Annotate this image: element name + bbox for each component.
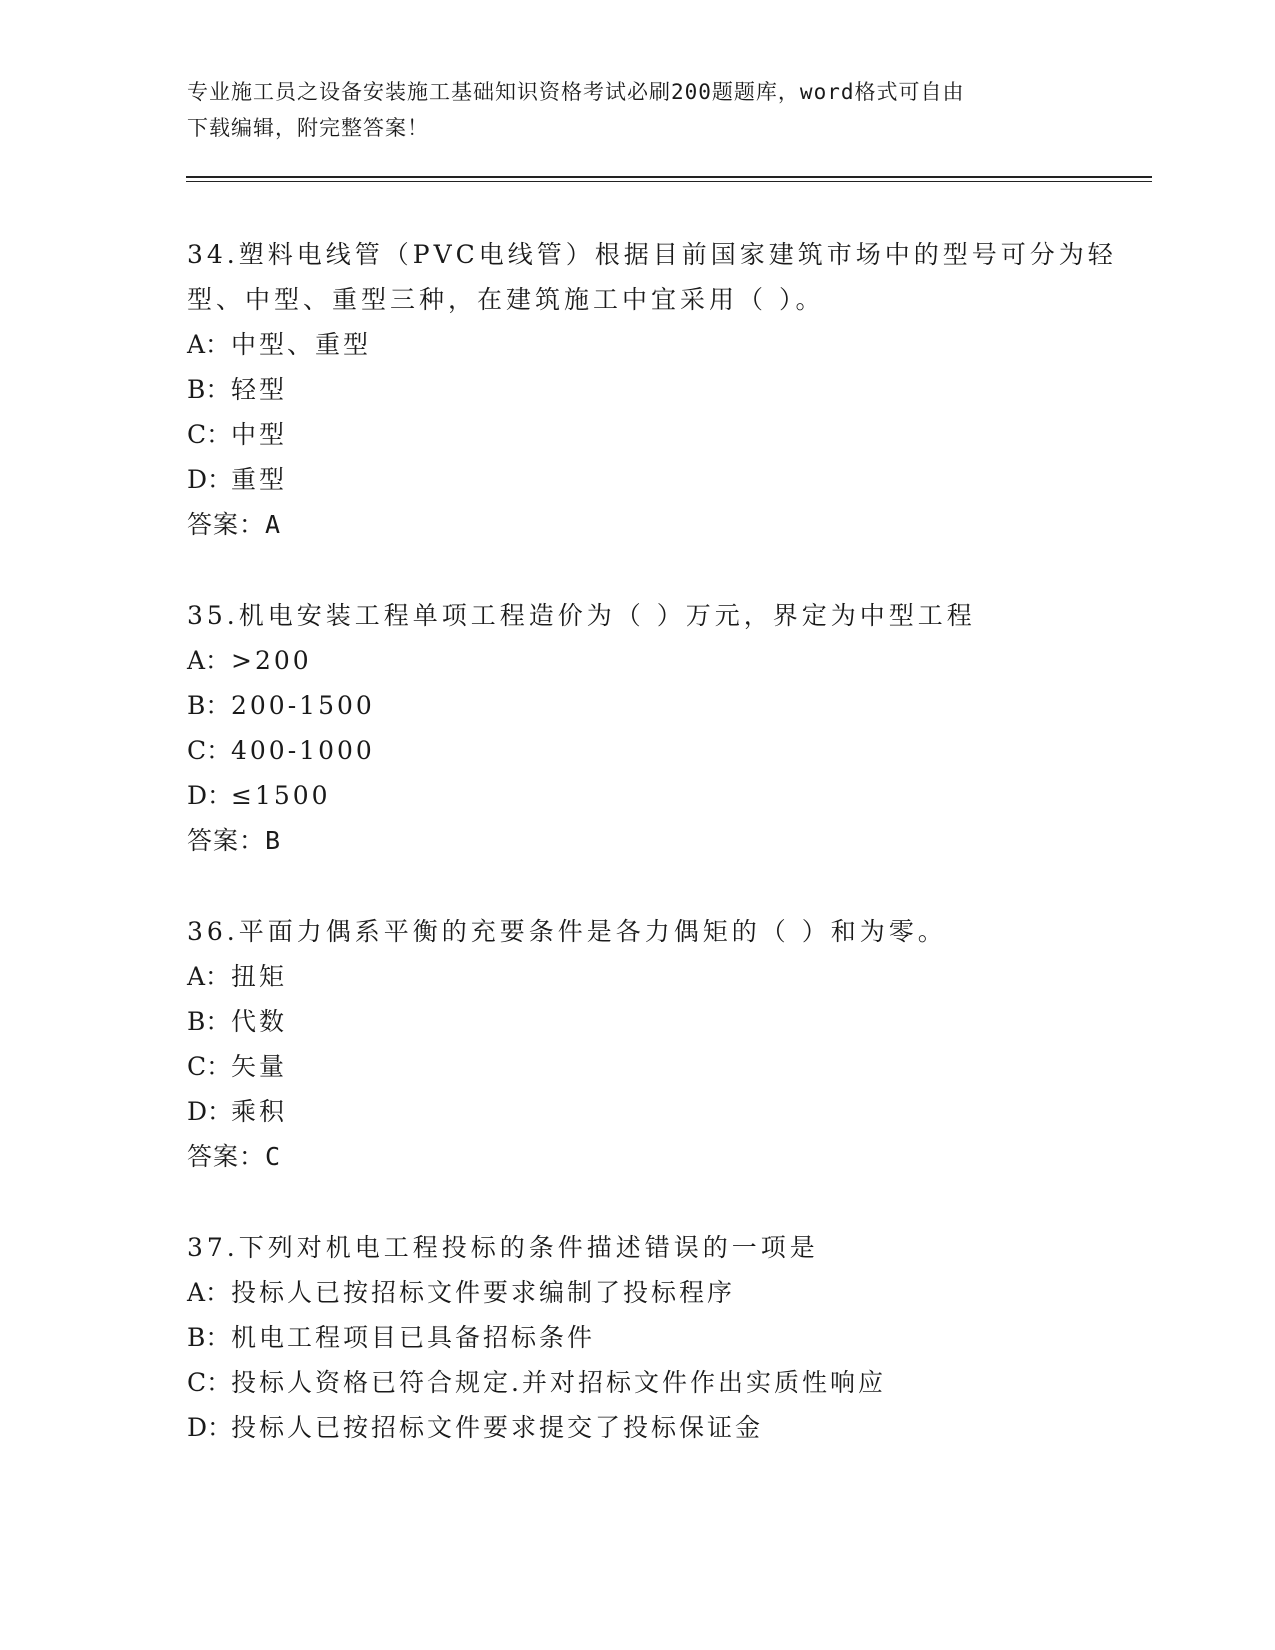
- option-a: [187, 954, 1147, 999]
- option-d: [187, 1089, 1147, 1134]
- intro-line-1: 专业施工员之设备安装施工基础知识资格考试必刷200题题库，word格式可自由: [187, 80, 965, 104]
- option-a: [187, 638, 1147, 683]
- option-key: D：: [187, 1413, 233, 1442]
- option-text: 投标人资格已符合规定.并对招标文件作出实质性响应: [231, 1368, 886, 1397]
- question-stem: 34.塑料电线管（PVC电线管）根据目前国家建筑市场中的型号可分为轻型、中型、重型三种，在建筑施工中宜采用（ ）。: [187, 240, 1117, 314]
- answer-line: 答案：C: [187, 1142, 282, 1171]
- option-text: 机电工程项目已具备招标条件: [231, 1323, 596, 1352]
- option-text: 代数: [231, 1007, 288, 1036]
- option-b: [187, 1315, 1147, 1360]
- option-b: [187, 683, 1147, 728]
- question-37: [187, 1225, 1147, 1450]
- option-key: B：: [187, 375, 231, 404]
- option-key: C：: [187, 420, 232, 449]
- header-divider: [186, 176, 1152, 182]
- option-d: [187, 1405, 1147, 1450]
- option-text: >200: [231, 646, 312, 675]
- question-35: [187, 593, 1147, 863]
- option-text: 矢量: [231, 1052, 288, 1081]
- option-b: [187, 367, 1147, 412]
- option-text: 轻型: [231, 375, 288, 404]
- answer-line: 答案：B: [187, 826, 282, 855]
- option-text: 400-1000: [231, 736, 375, 765]
- option-b: [187, 999, 1147, 1044]
- option-key: D：: [187, 465, 233, 494]
- option-a: [187, 1270, 1147, 1315]
- option-text: 中型、重型: [231, 330, 372, 359]
- answer-line: 答案：A: [187, 510, 282, 539]
- option-c: [187, 412, 1147, 457]
- option-key: A：: [187, 962, 231, 991]
- option-key: A：: [187, 1278, 231, 1307]
- question-34: [187, 232, 1147, 547]
- option-key: A：: [187, 330, 231, 359]
- option-c: [187, 1044, 1147, 1089]
- document-intro: [187, 74, 1067, 146]
- question-stem: 37.下列对机电工程投标的条件描述错误的一项是: [187, 1233, 819, 1262]
- option-d: [187, 457, 1147, 502]
- option-text: ≤1500: [231, 781, 331, 810]
- option-text: 投标人已按招标文件要求编制了投标程序: [231, 1278, 736, 1307]
- intro-line-2: 下载编辑，附完整答案！: [187, 116, 429, 140]
- option-key: C：: [187, 1368, 232, 1397]
- option-key: B：: [187, 1007, 231, 1036]
- option-text: 乘积: [231, 1097, 288, 1126]
- option-key: C：: [187, 736, 232, 765]
- option-key: D：: [187, 1097, 233, 1126]
- option-text: 200-1500: [231, 691, 375, 720]
- question-36: [187, 909, 1147, 1179]
- option-text: 扭矩: [231, 962, 288, 991]
- option-a: [187, 322, 1147, 367]
- option-d: [187, 773, 1147, 818]
- option-text: 投标人已按招标文件要求提交了投标保证金: [231, 1413, 764, 1442]
- option-c: [187, 1360, 1147, 1405]
- question-stem: 36.平面力偶系平衡的充要条件是各力偶矩的（ ）和为零。: [187, 917, 947, 946]
- question-list: [187, 232, 1147, 1496]
- option-key: B：: [187, 691, 231, 720]
- option-key: D：: [187, 781, 233, 810]
- option-key: B：: [187, 1323, 231, 1352]
- option-key: A：: [187, 646, 231, 675]
- question-stem: 35.机电安装工程单项工程造价为（ ）万元，界定为中型工程: [187, 601, 976, 630]
- option-c: [187, 728, 1147, 773]
- option-text: 重型: [231, 465, 288, 494]
- option-text: 中型: [231, 420, 288, 449]
- option-key: C：: [187, 1052, 232, 1081]
